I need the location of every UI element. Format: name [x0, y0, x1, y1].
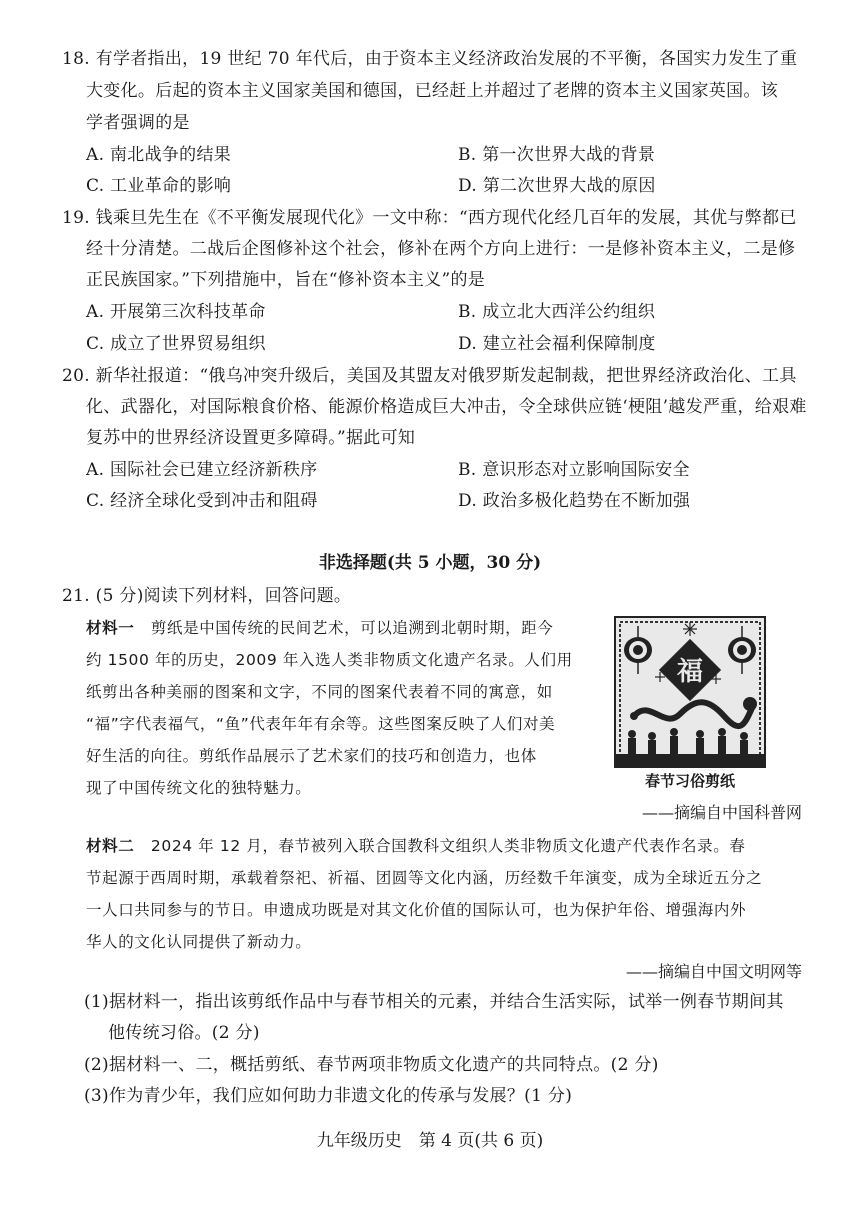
sub-question-1-line-2: 他传统习俗。(2 分)	[108, 1023, 260, 1043]
page-footer: 九年级历史 第 4 页(共 6 页)	[316, 1131, 544, 1151]
material-2-source: ——摘编自中国文明网等	[625, 962, 802, 981]
material-1-source: ——摘编自中国科普网	[641, 803, 802, 822]
sub-question-2: (2)据材料一、二，概括剪纸、春节两项非物质文化遗产的共同特点。(2 分)	[84, 1055, 659, 1075]
material-1-label: 材料一	[86, 619, 135, 637]
q20-line-1: 20. 新华社报道：“俄乌冲突升级后，美国及其盟友对俄罗斯发起制裁，把世界经济政治化、工具	[62, 366, 797, 386]
material-2-label: 材料二	[86, 837, 135, 855]
q19-option-d: D. 建立社会福利保障制度	[458, 334, 656, 354]
q20-line-3: 复苏中的世界经济设置更多障碍。”据此可知	[86, 428, 416, 448]
q20-option-b: B. 意识形态对立影响国际安全	[458, 460, 690, 480]
q18-option-c: C. 工业革命的影响	[86, 176, 232, 196]
q19-option-c: C. 成立了世界贸易组织	[86, 334, 266, 354]
q20-line-2: 化、武器化，对国际粮食价格、能源价格造成巨大冲击，令全球供应链‘梗阻’越发严重，给艰难	[86, 397, 807, 417]
paper-cut-illustration	[616, 618, 764, 766]
q19-option-b: B. 成立北大西洋公约组织	[458, 302, 656, 322]
material-1-text: 剪纸是中国传统的民间艺术，可以追溯到北朝时期，距今	[150, 619, 554, 637]
section-title: 非选择题(共 5 小题，30 分)	[318, 553, 542, 573]
material-1-line-5: 好生活的向往。剪纸作品展示了艺术家们的技巧和创造力，也体	[86, 747, 537, 765]
q20-option-d: D. 政治多极化趋势在不断加强	[458, 491, 691, 511]
q18-option-a: A. 南北战争的结果	[86, 145, 232, 165]
q21-intro: 21. (5 分)阅读下列材料，回答问题。	[62, 586, 352, 606]
q18-line-2: 大变化。后起的资本主义国家美国和德国，已经赶上并超过了老牌的资本主义国家英国。该	[86, 81, 778, 101]
material-2-line-1	[86, 830, 745, 862]
q18-option-b: B. 第一次世界大战的背景	[458, 145, 656, 165]
material-2-text: 2024 年 12 月，春节被列入联合国教科文组织人类非物质文化遗产代表作名录。春	[150, 837, 746, 855]
sub-question-3: (3)作为青少年，我们应如何助力非遗文化的传承与发展？(1 分)	[84, 1086, 573, 1106]
material-1-line-6: 现了中国传统文化的独特魅力。	[86, 779, 312, 797]
image-caption: 春节习俗剪纸	[644, 772, 735, 790]
q18-option-d: D. 第二次世界大战的原因	[458, 176, 656, 196]
q19-line-2: 经十分清楚。二战后企图修补这个社会，修补在两个方向上进行：一是修补资本主义，二是修	[86, 239, 796, 259]
paper-cut-image	[614, 616, 766, 768]
material-2-line-2: 节起源于西周时期，承载着祭祀、祈福、团圆等文化内涵，历经数千年演变，成为全球近五分之	[86, 869, 763, 887]
material-1-line-1	[86, 612, 553, 644]
material-1-line-3: 纸剪出各种美丽的图案和文字，不同的图案代表着不同的寓意，如	[86, 683, 553, 701]
q18-line-1: 18. 有学者指出，19 世纪 70 年代后，由于资本主义经济政治发展的不平衡，各国实力发生了重	[62, 49, 798, 69]
material-2-line-3: 一人口共同参与的节日。申遗成功既是对其文化价值的国际认可，也为保护年俗、增强海内外	[86, 901, 747, 919]
q20-option-c: C. 经济全球化受到冲击和阻碍	[86, 491, 318, 511]
q19-line-1: 19. 钱乘旦先生在《不平衡发展现代化》一文中称：“西方现代化经几百年的发展，其优与弊都已	[62, 208, 797, 228]
q18-line-3: 学者强调的是	[86, 113, 190, 133]
q20-option-a: A. 国际社会已建立经济新秩序	[86, 460, 318, 480]
fu-glyph: 福	[676, 657, 704, 687]
material-1-line-2: 约 1500 年的历史，2009 年入选人类非物质文化遗产名录。人们用	[86, 651, 573, 669]
q19-option-a: A. 开展第三次科技革命	[86, 302, 266, 322]
q19-line-3: 正民族国家。”下列措施中，旨在“修补资本主义”的是	[86, 270, 486, 290]
sub-question-1-line-1: (1)据材料一，指出该剪纸作品中与春节相关的元素，并结合生活实际，试举一例春节期间其	[84, 992, 784, 1012]
material-2-line-4: 华人的文化认同提供了新动力。	[86, 933, 312, 951]
material-1-line-4: “福”字代表福气，“鱼”代表年年有余等。这些图案反映了人们对美	[86, 715, 556, 733]
